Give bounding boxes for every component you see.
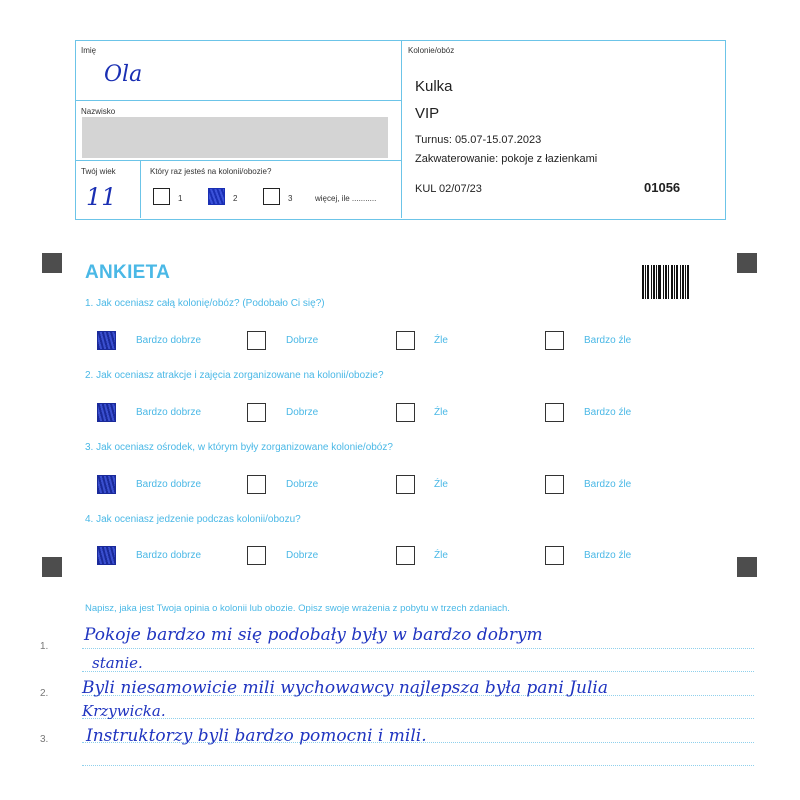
q3-option-label: Dobrze: [286, 479, 319, 490]
barcode: [642, 265, 698, 299]
camp-label: Kolonie/obóz: [408, 46, 455, 55]
accommodation: Zakwaterowanie: pokoje z łazienkami: [415, 153, 598, 165]
answer-3-line-1: Instruktorzy byli bardzo pomocni i mili.: [86, 726, 427, 746]
line-number-1: 1.: [40, 641, 49, 652]
q1-option-dobrze-checkbox[interactable]: [247, 331, 266, 350]
q2-option-label: Bardzo dobrze: [136, 407, 202, 418]
line-number-3: 3.: [40, 734, 49, 745]
q1-option-bardzo-dobrze-checkbox[interactable]: [97, 331, 116, 350]
q2-option-dobrze-checkbox[interactable]: [247, 403, 266, 422]
divider: [401, 41, 402, 218]
q4-option-label: Bardzo źle: [584, 550, 632, 561]
times-checkbox-3[interactable]: [263, 188, 280, 205]
survey-title: ANKIETA: [85, 262, 171, 283]
answer-2-line-1: Byli niesamowicie mili wychowawcy najlepsza była pani Julia: [82, 678, 608, 698]
turnus: Turnus: 05.07-15.07.2023: [415, 134, 542, 146]
q1-option-label: Źle: [434, 335, 448, 346]
times-more-label: więcej, ile ...........: [315, 194, 377, 203]
answer-1-line-1: Pokoje bardzo mi się podobały były w bardzo dobrym: [84, 625, 543, 645]
opinion-prompt: Napisz, jaka jest Twoja opinia o kolonii lub obozie. Opisz swoje wrażenia z pobytu w trzech zdaniach.: [85, 603, 510, 614]
answer-line: [82, 671, 754, 672]
q4-option-zle-checkbox[interactable]: [396, 546, 415, 565]
q4-option-label: Źle: [434, 550, 448, 561]
times-label: Który raz jesteś na kolonii/obozie?: [150, 167, 272, 176]
q2-option-zle-checkbox[interactable]: [396, 403, 415, 422]
camp-code: KUL 02/07/23: [415, 183, 482, 195]
q3-option-zle-checkbox[interactable]: [396, 475, 415, 494]
q2-option-label: Bardzo źle: [584, 407, 632, 418]
redacted-surname: [82, 117, 388, 158]
q2-option-bardzo-zle-checkbox[interactable]: [545, 403, 564, 422]
q4-option-label: Bardzo dobrze: [136, 550, 202, 561]
line-number-2: 2.: [40, 688, 49, 699]
q4-option-bardzo-dobrze-checkbox[interactable]: [97, 546, 116, 565]
q1-option-zle-checkbox[interactable]: [396, 331, 415, 350]
q4-option-bardzo-zle-checkbox[interactable]: [545, 546, 564, 565]
name-value: Ola: [104, 62, 143, 87]
q3-option-label: Bardzo źle: [584, 479, 632, 490]
times-checkbox-2[interactable]: [208, 188, 225, 205]
times-option-3: 3: [288, 194, 293, 203]
q3-option-bardzo-dobrze-checkbox[interactable]: [97, 475, 116, 494]
answer-line: [82, 718, 754, 719]
q3-option-label: Bardzo dobrze: [136, 479, 202, 490]
surname-label: Nazwisko: [81, 107, 116, 116]
q1-option-label: Bardzo źle: [584, 335, 632, 346]
registration-marker: [42, 557, 62, 577]
question-2: 2. Jak oceniasz atrakcje i zajęcia zorganizowane na kolonii/obozie?: [85, 370, 384, 381]
q3-option-label: Źle: [434, 479, 448, 490]
q1-option-bardzo-zle-checkbox[interactable]: [545, 331, 564, 350]
name-label: Imię: [81, 46, 97, 55]
times-option-1: 1: [178, 194, 183, 203]
registration-marker: [737, 253, 757, 273]
q3-option-dobrze-checkbox[interactable]: [247, 475, 266, 494]
divider: [140, 160, 141, 218]
age-value: 11: [86, 183, 117, 211]
divider: [76, 100, 401, 101]
answer-line: [82, 648, 754, 649]
camp-type: VIP: [415, 105, 440, 122]
q4-option-label: Dobrze: [286, 550, 319, 561]
age-label: Twój wiek: [81, 167, 116, 176]
q1-option-label: Bardzo dobrze: [136, 335, 202, 346]
q2-option-bardzo-dobrze-checkbox[interactable]: [97, 403, 116, 422]
question-3: 3. Jak oceniasz ośrodek, w którym były zorganizowane kolonie/obóz?: [85, 442, 393, 453]
answer-1-line-2: stanie.: [92, 654, 143, 672]
times-option-2: 2: [233, 194, 238, 203]
q1-option-label: Dobrze: [286, 335, 319, 346]
registration-marker: [737, 557, 757, 577]
q4-option-dobrze-checkbox[interactable]: [247, 546, 266, 565]
q3-option-bardzo-zle-checkbox[interactable]: [545, 475, 564, 494]
q2-option-label: Źle: [434, 407, 448, 418]
times-checkbox-1[interactable]: [153, 188, 170, 205]
q2-option-label: Dobrze: [286, 407, 319, 418]
registration-marker: [42, 253, 62, 273]
answer-line: [82, 765, 754, 766]
question-4: 4. Jak oceniasz jedzenie podczas kolonii/obozu?: [85, 514, 301, 525]
form-number: 01056: [644, 180, 681, 195]
answer-2-line-2: Krzywicka.: [82, 702, 166, 720]
divider: [76, 160, 401, 161]
camp-name: Kulka: [415, 78, 453, 95]
question-1: 1. Jak oceniasz całą kolonię/obóz? (Podobało Ci się?): [85, 298, 325, 309]
